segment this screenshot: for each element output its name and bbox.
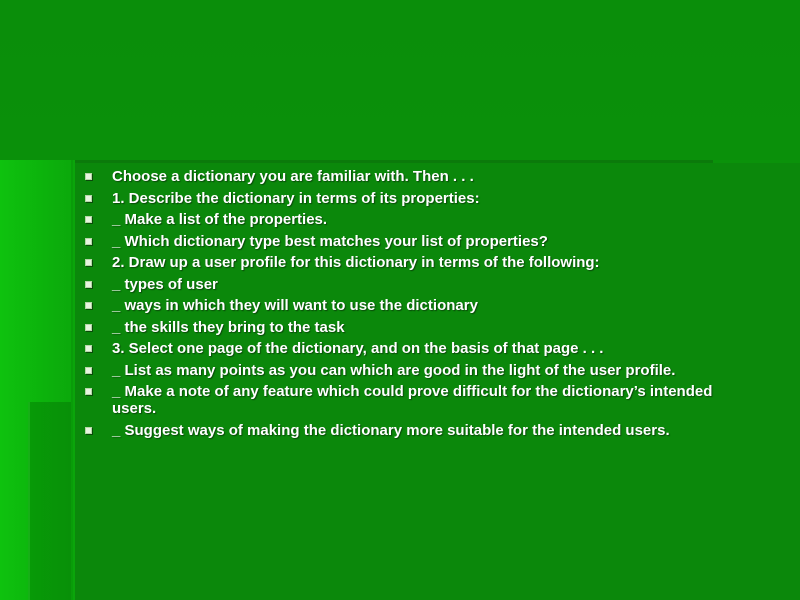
bullet-text: _ List as many points as you can which are good in the light of the user profile.: [112, 361, 676, 379]
square-bullet-icon: [85, 427, 92, 434]
bullet-item: [84, 319, 744, 336]
bullet-item: [84, 254, 744, 271]
bullet-item: [84, 276, 744, 293]
bullet-item: [84, 340, 744, 357]
square-bullet-icon: [85, 324, 92, 331]
panel-top-edge: [73, 160, 713, 163]
bullet-item: [84, 297, 744, 314]
bullet-text: _ ways in which they will want to use the dictionary: [112, 297, 478, 314]
bullet-list: [84, 168, 744, 443]
square-bullet-icon: [85, 173, 92, 180]
panel-left-edge: [73, 160, 75, 600]
bullet-item: [84, 190, 744, 207]
square-bullet-icon: [85, 259, 92, 266]
bullet-text: _ types of user: [112, 275, 218, 293]
bullet-text: _ Make a note of any feature which could prove difficult for the dictionary’s intended users.: [112, 383, 713, 417]
bullet-text: _ Suggest ways of making the dictionary more suitable for the intended users.: [112, 421, 670, 439]
square-bullet-icon: [85, 216, 92, 223]
bullet-text: 2. Draw up a user profile for this dictionary in terms of the following:: [112, 254, 600, 271]
square-bullet-icon: [85, 367, 92, 374]
square-bullet-icon: [85, 238, 92, 245]
bullet-item: [84, 362, 744, 379]
bullet-item: [84, 233, 744, 250]
square-bullet-icon: [85, 195, 92, 202]
square-bullet-icon: [85, 302, 92, 309]
slide-background-top: [0, 0, 800, 160]
bullet-text: 1. Describe the dictionary in terms of its properties:: [112, 189, 480, 207]
square-bullet-icon: [85, 345, 92, 352]
bullet-text: _ Which dictionary type best matches your list of properties?: [112, 232, 548, 250]
bullet-item: [84, 168, 744, 185]
bullet-item: [84, 422, 744, 439]
square-bullet-icon: [85, 281, 92, 288]
bullet-item: [84, 211, 744, 228]
bullet-text: Choose a dictionary you are familiar with. Then . . .: [112, 168, 474, 185]
bullet-text: 3. Select one page of the dictionary, and on the basis of that page . . .: [112, 340, 604, 357]
bullet-text: _ the skills they bring to the task: [112, 318, 345, 336]
square-bullet-icon: [85, 388, 92, 395]
slide-background-left-shade: [28, 402, 75, 600]
panel-right-edge: [713, 160, 800, 163]
bullet-text: _ Make a list of the properties.: [112, 211, 328, 228]
bullet-item: [84, 383, 744, 417]
